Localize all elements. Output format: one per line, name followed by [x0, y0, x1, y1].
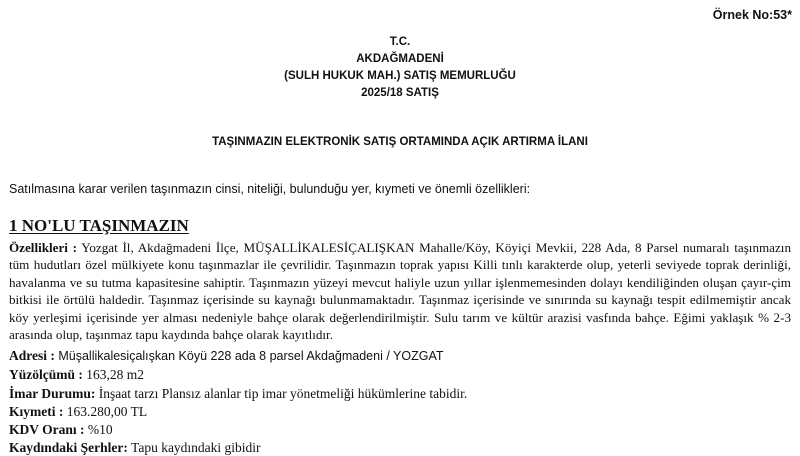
zoning-value: İnşaat tarzı Plansız alanlar tip imar yönetmeliği hükümlerine tabidir.: [95, 386, 468, 401]
vat-field: [9, 421, 791, 438]
intro-text: Satılmasına karar verilen taşınmazın cinsi, niteliği, bulunduğu yer, kıymeti ve önemli özellikleri:: [9, 182, 531, 196]
address-value: Müşallikalesiçalışkan Köyü 228 ada 8 parsel Akdağmadeni / YOZGAT: [54, 349, 444, 363]
area-label: Yüzölçümü :: [9, 367, 83, 382]
value-amount: 163.280,00 TL: [63, 404, 148, 419]
header-line-office: (SULH HUKUK MAH.) SATIŞ MEMURLUĞU: [284, 70, 516, 82]
features-text: Yozgat İl, Akdağmadeni İlçe, MÜŞALLİKALESİÇALIŞKAN Mahalle/Köy, Köyiçi Mevkii, 228 Ada, 8 Parsel numaralı taşınmazın tüm hudutları özel mülkiyete konu taşınmazlar ile çevrilidir. Taşınmazın toprak yapısı Killi tınlı karakterde olup, yeterli seviyede toprak derinliği, havalanma ve su tutma kapasitesine sahiptir. Taşınmazın yüzeyi mevcut haliyle uzun yıllar işlenmemesinden dolayı kendiliğinden oluşan çayır-çim bitkisi ile örtülü haldedir. Taşınmaz içerisinde su kaynağı bulunmamaktadır. Taşınmaz içerisinde ve sınırında su kaynağı tespit edilmemiştir ancak köy yerleşimi içerisinde yer alması nedeniyle bahçe olarak değerlendirilmiştir. Sulu tarım ve kültür arazisi vasfında bahçe. Eğimi yaklaşık % 2-3 arasında olup, taşınmaz tapu kaydında bahçe olarak kayıtlıdır.: [9, 240, 791, 343]
records-label: Kaydındaki Şerhler:: [9, 440, 128, 455]
announcement-title: TAŞINMAZIN ELEKTRONİK SATIŞ ORTAMINDA AÇIK ARTIRMA İLANI: [212, 136, 588, 148]
records-value: Tapu kaydındaki gibidir: [127, 440, 261, 455]
vat-value: %10: [84, 422, 113, 437]
zoning-field: [9, 385, 791, 402]
header-line-tc: T.C.: [389, 36, 411, 48]
address-label: Adresi :: [9, 348, 55, 363]
address-field: [9, 347, 791, 365]
document-header: [0, 34, 800, 102]
zoning-label: İmar Durumu:: [9, 386, 96, 401]
area-value: 163,28 m2: [82, 367, 145, 382]
property-features: [9, 239, 791, 343]
area-field: [9, 366, 791, 383]
value-label: Kıymeti :: [9, 404, 64, 419]
header-line-district: AKDAĞMADENİ: [356, 53, 444, 65]
header-line-case-number: 2025/18 SATIŞ: [361, 87, 439, 99]
features-label: Özellikleri :: [9, 240, 77, 255]
property-heading: 1 NO'LU TAŞINMAZIN: [9, 216, 189, 235]
value-field: [9, 403, 791, 420]
records-field: [9, 439, 791, 456]
vat-label: KDV Oranı :: [9, 422, 85, 437]
sample-number: Örnek No:53*: [712, 8, 792, 22]
